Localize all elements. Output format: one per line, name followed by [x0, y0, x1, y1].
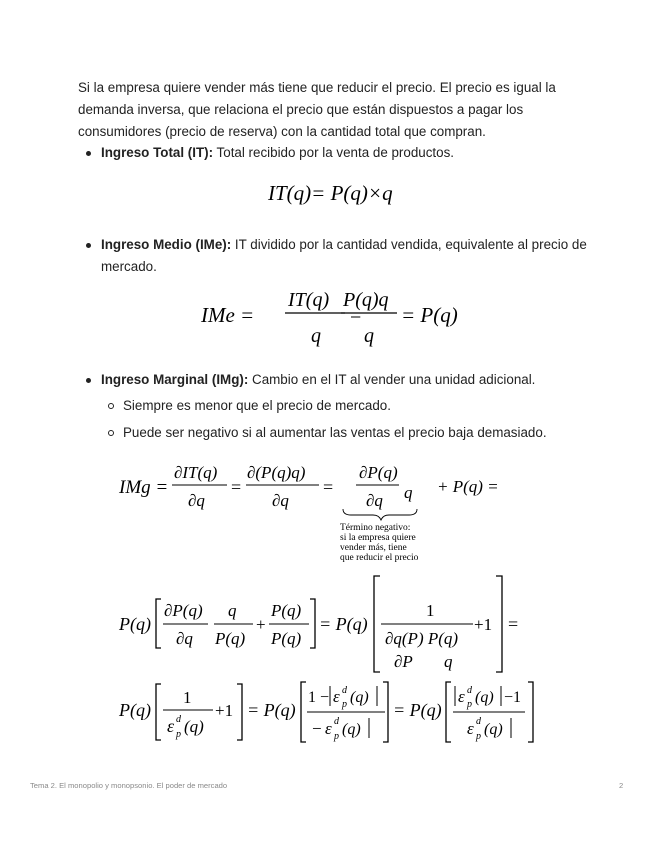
img-note-line: que reducir el precio	[340, 553, 419, 563]
formula-derivation-step-2	[115, 574, 535, 676]
sub-p: p	[334, 731, 339, 742]
sub-bullet-ring	[108, 430, 114, 436]
epsilon: ε	[167, 716, 175, 736]
bracket-left	[301, 682, 306, 742]
epsilon: ε	[458, 687, 465, 706]
s2-plus: +	[256, 615, 266, 634]
s2-c-num: P(q)	[271, 601, 302, 620]
bracket-right-tall	[496, 576, 502, 672]
sub-p: p	[342, 699, 347, 710]
img-den2: ∂q	[272, 491, 289, 510]
s2-a-num: ∂P(q)	[164, 601, 203, 620]
ime-den2: q	[364, 325, 374, 347]
sup-d: d	[334, 716, 339, 727]
formula-ingreso-total: IT(q)= P(q)×q	[268, 181, 393, 205]
bullet-dot	[86, 378, 91, 383]
bullet-term: Ingreso Total (IT):	[101, 145, 214, 160]
bullet-text: Total recibido por la venta de productos.	[213, 145, 455, 160]
bullet-text: IT dividido por la cantidad vendida, equivalente al precio de mercado.	[101, 237, 587, 274]
sub-p: p	[176, 729, 181, 740]
bracket-left-tall	[374, 576, 380, 672]
s3-neg: −	[312, 719, 322, 738]
s2-pq: P(q)	[119, 614, 151, 634]
s3-pq: P(q)	[119, 700, 151, 720]
img-den1: ∂q	[188, 491, 205, 510]
bracket-right	[310, 599, 315, 648]
s2-d-bot-right: q	[444, 652, 453, 671]
s2-d-top: ∂q(P) P(q)	[385, 629, 459, 648]
s2-eq-end: =	[508, 614, 519, 634]
img-eq1: =	[231, 477, 242, 497]
page-number: 2	[619, 781, 624, 790]
s3-m1: −1	[504, 689, 522, 706]
bracket-left	[156, 684, 161, 740]
ime-lhs: IMe =	[201, 303, 255, 327]
img-note-line: Término negativo:	[340, 523, 411, 533]
sub-p: p	[467, 699, 472, 710]
ime-eq1: =	[350, 305, 362, 327]
bracket-right	[528, 682, 533, 742]
s2-plus1: +1	[474, 615, 493, 634]
bullet-dot	[86, 243, 91, 248]
img-note-line: si la empresa quiere	[340, 533, 416, 543]
s3-one: 1	[183, 688, 192, 707]
ime-den1: q	[311, 325, 321, 347]
ime-num2: P(q)q	[343, 289, 389, 311]
s2-b-den: P(q)	[215, 629, 246, 648]
s2-one: 1	[426, 601, 435, 620]
bullet-term: Ingreso Medio (IMe):	[101, 237, 232, 252]
bracket-left	[156, 599, 161, 648]
intro-paragraph: Si la empresa quiere vender más tiene que reducir el precio. El precio es igual la demanda inversa, que relaciona el precio que están dispuestos a pagar los consumidores (precio de reserva) con la cantidad total que compran.	[78, 80, 556, 139]
s2-eq: = P(q)	[319, 614, 368, 634]
img-q: q	[404, 483, 413, 502]
bullet-dot	[86, 151, 91, 156]
epsilon: ε	[325, 719, 332, 738]
footer-title: Tema 2. El monopolio y monopsonio. El poder de mercado	[30, 781, 228, 790]
s2-c-den: P(q)	[271, 629, 302, 648]
sub-bullet-text: Puede ser negativo si al aumentar las ventas el precio baja demasiado.	[123, 425, 547, 440]
sub-bullet-ring	[108, 403, 114, 409]
arg-q: (q)	[350, 689, 369, 706]
bullet-term: Ingreso Marginal (IMg):	[101, 372, 249, 387]
img-num2: ∂(P(q)q)	[247, 463, 306, 482]
sup-d: d	[476, 716, 481, 727]
underbrace	[343, 509, 417, 520]
epsilon: ε	[333, 687, 340, 706]
img-plus: + P(q) =	[437, 477, 499, 496]
img-num3: ∂P(q)	[359, 463, 398, 482]
s2-a-den: ∂q	[176, 629, 193, 648]
sup-d: d	[176, 714, 181, 725]
sup-d: d	[467, 685, 472, 696]
epsilon: ε	[467, 719, 474, 738]
bracket-left	[446, 682, 451, 742]
formula-ingreso-marginal	[115, 458, 535, 573]
sub-bullet-text: Siempre es menor que el precio de mercado.	[123, 398, 391, 413]
bullet-text: Cambio en el IT al vender una unidad adicional.	[248, 372, 536, 387]
img-eq2: =	[323, 477, 334, 497]
s3-eq2: = P(q)	[393, 700, 442, 720]
ime-eq2: = P(q)	[401, 303, 458, 327]
s3-minus: 1 −	[308, 689, 330, 706]
img-den3: ∂q	[366, 491, 383, 510]
arg-q: (q)	[475, 689, 494, 706]
s2-d-bot-left: ∂P	[394, 652, 413, 671]
arg-q: (q)	[484, 721, 503, 738]
img-num1: ∂IT(q)	[174, 463, 218, 482]
sub-p: p	[476, 731, 481, 742]
img-lhs: IMg =	[119, 477, 169, 498]
formula-derivation-step-3	[115, 678, 545, 746]
img-note-line: vender más, tiene	[340, 543, 407, 553]
ime-num1: IT(q)	[288, 289, 330, 311]
s2-b-num: q	[228, 601, 237, 620]
s3-plus1: +1	[215, 701, 234, 720]
arg-q: (q)	[342, 721, 361, 738]
bracket-right	[237, 684, 242, 740]
arg-q: (q)	[184, 717, 204, 736]
sup-d: d	[342, 685, 347, 696]
s3-eq1: = P(q)	[247, 700, 296, 720]
formula-ingreso-medio	[195, 286, 485, 350]
